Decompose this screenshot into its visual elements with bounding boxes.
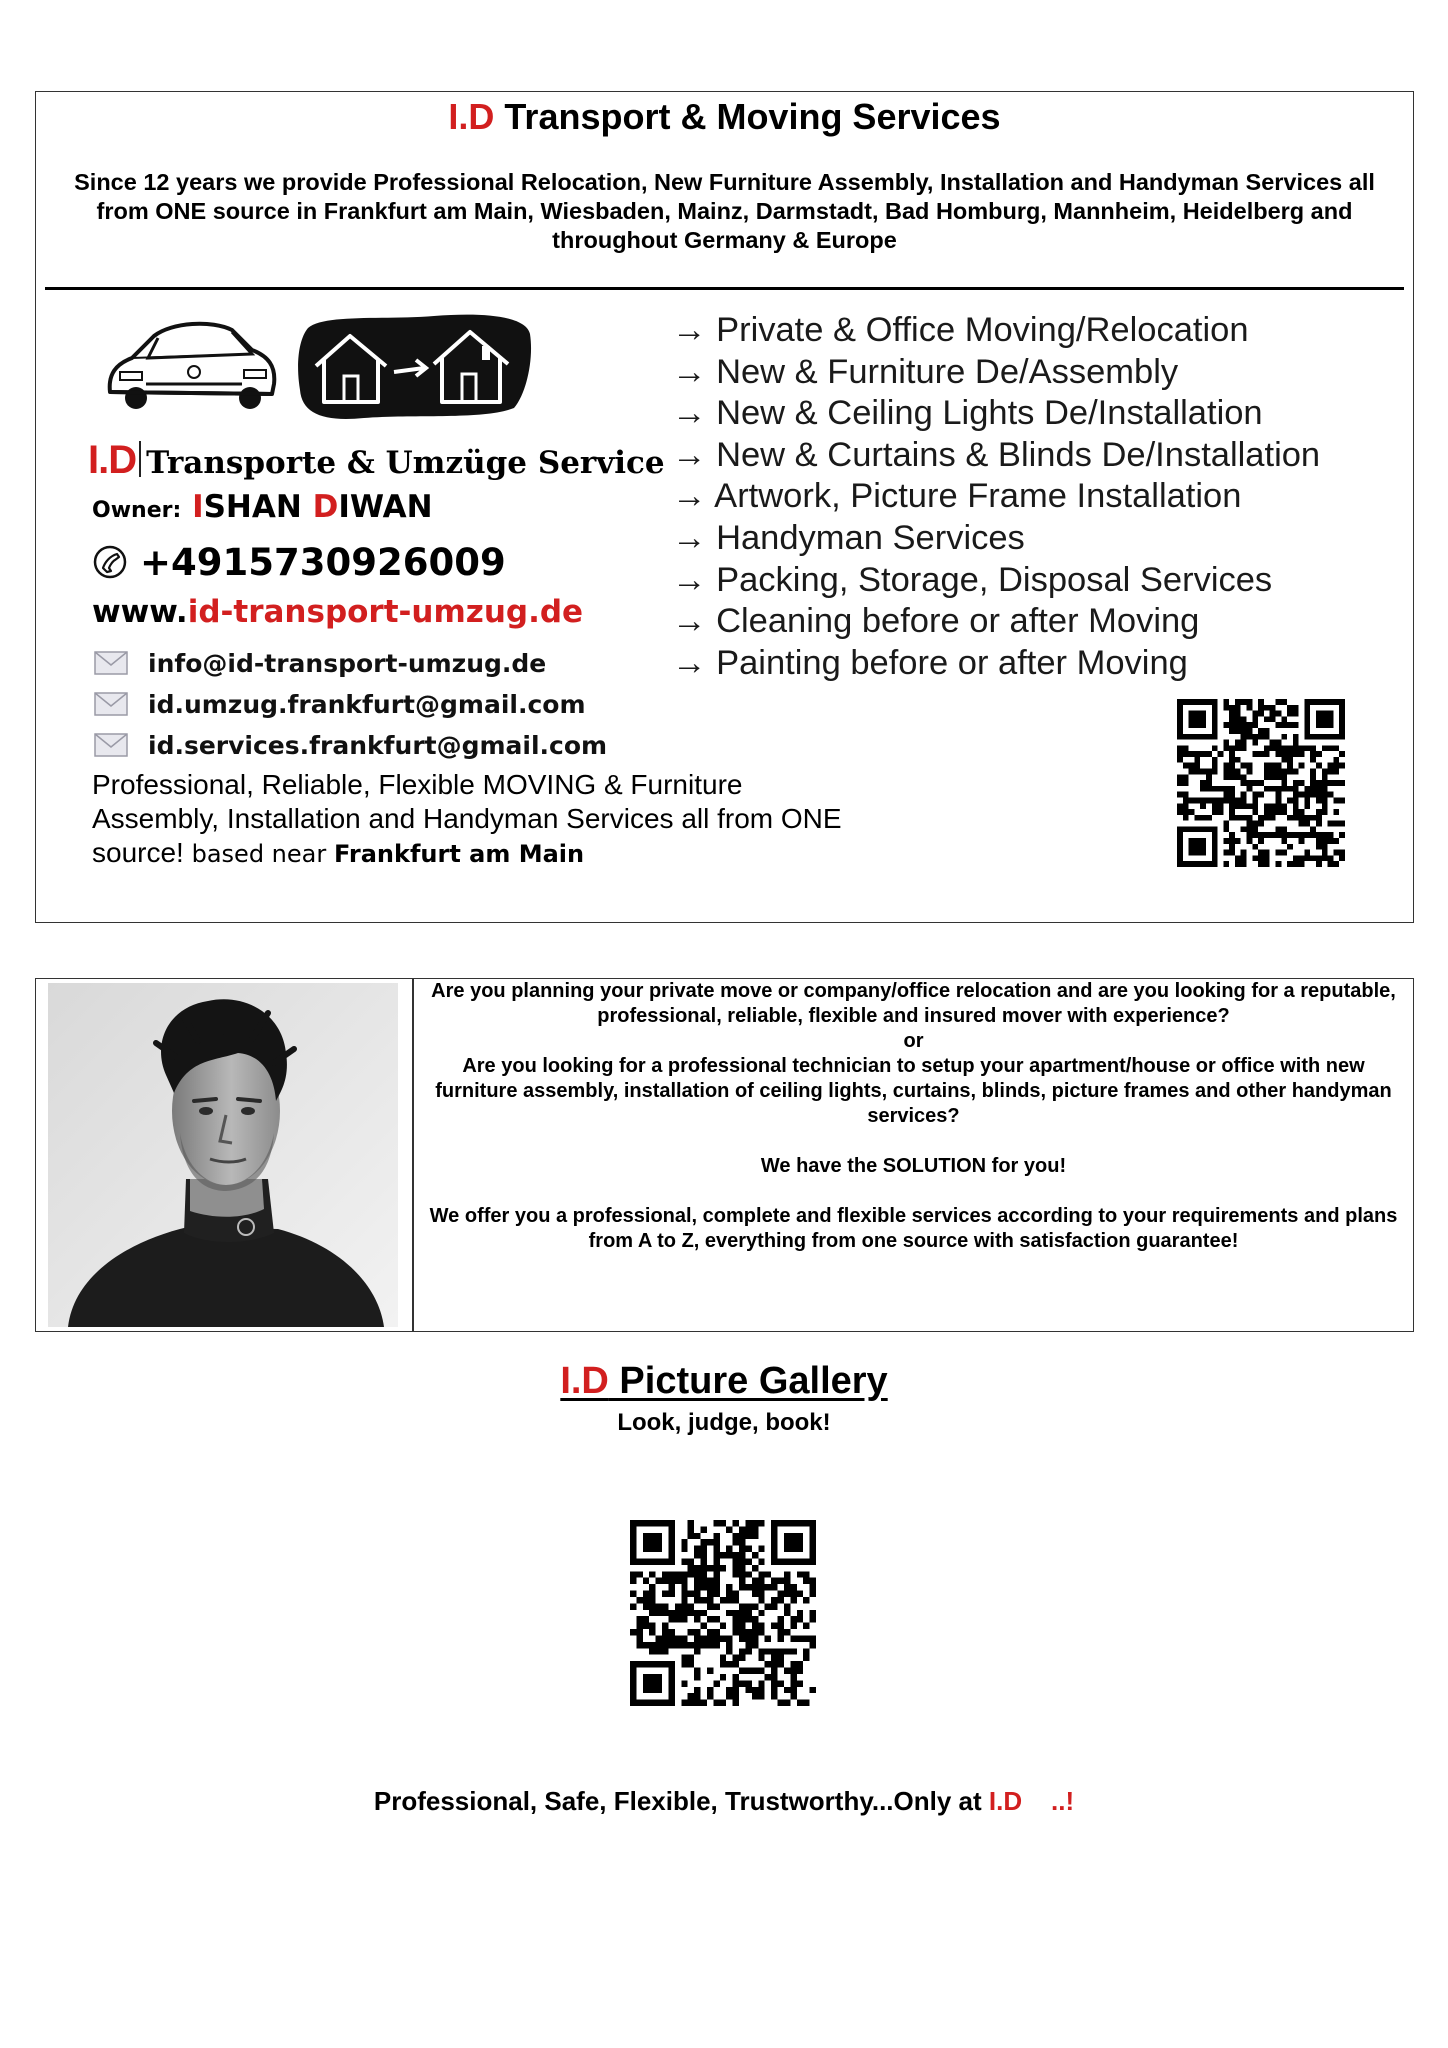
car-icon <box>102 314 280 414</box>
solution-text: We have the SOLUTION for you! <box>760 1155 1067 1177</box>
mail-icon <box>94 692 128 716</box>
question-private-move: Are you planning your private move or company/office relocation and are you looking for a reputable, professional, reliable, flexible and insured mover with experience? <box>431 980 1396 1027</box>
phone-icon <box>92 544 128 580</box>
mail-icon <box>94 733 128 757</box>
slogan-brand: I.D <box>988 1786 1023 1816</box>
or-text: or <box>903 1030 924 1052</box>
brand-prefix: I.D <box>88 438 137 482</box>
website-prefix: www. <box>92 594 188 630</box>
gallery-subtitle: Look, judge, book! <box>617 1409 831 1436</box>
brand-name: Transporte & Umzüge Service <box>146 445 665 481</box>
owner-first-rest: SHAN <box>203 489 313 525</box>
brand-separator <box>139 441 141 477</box>
phone-number[interactable]: +4915730926009 <box>140 541 506 584</box>
email-row[interactable] <box>94 731 607 760</box>
house-move-icon <box>294 310 534 422</box>
service-item: → New & Furniture De/Assembly <box>672 352 1179 391</box>
question-technician: Are you looking for a professional technician to setup your apartment/house or office with new furniture assembly, installation of ceiling lights, curtains, blinds, picture frames and other handyman services? <box>435 1055 1392 1127</box>
offer-text: We offer you a professional, complete and flexible services according to your requirements and plans from A to Z, everything from one source with satisfaction guarantee! <box>429 1205 1398 1252</box>
service-item: → Cleaning before or after Moving <box>672 602 1200 641</box>
gallery-title <box>0 1360 1448 1403</box>
gallery-brand: I.D <box>560 1360 609 1402</box>
tagline-city: Frankfurt am Main <box>334 840 585 868</box>
intro-text: Since 12 years we provide Professional Relocation, New Furniture Assembly, Installation and Handyman Services all from ONE source in Frankfurt am Main, Wiesbaden, Mainz, Darmstadt, Bad Homburg, Mannheim, Heidelberg and throughout Germany & Europe <box>74 169 1375 253</box>
email-address: id.services.frankfurt@gmail.com <box>148 731 608 760</box>
service-item: → Packing, Storage, Disposal Services <box>672 560 1273 599</box>
service-item: → New & Ceiling Lights De/Installation <box>672 394 1263 433</box>
email-address: id.umzug.frankfurt@gmail.com <box>148 690 586 719</box>
website-link[interactable] <box>92 594 583 630</box>
qr-code-icon[interactable] <box>1177 699 1345 867</box>
email-address: info@id-transport-umzug.de <box>148 649 547 678</box>
owner-line <box>92 489 433 525</box>
slogan-end: ..! <box>1022 1786 1075 1816</box>
services-list <box>672 310 1320 684</box>
business-card-back <box>35 978 1414 1332</box>
owner-label: Owner: <box>92 498 182 523</box>
card-title <box>36 96 1413 138</box>
divider-rule <box>45 287 1404 290</box>
portrait-photo <box>48 983 398 1327</box>
tagline <box>92 768 852 871</box>
title-brand: I.D <box>448 96 495 137</box>
business-card-front <box>35 91 1414 923</box>
phone-line <box>92 541 506 584</box>
title-text: Transport & Moving Services <box>494 96 1001 137</box>
owner-last-rest: IWAN <box>338 489 433 525</box>
card-message <box>428 979 1399 1254</box>
service-item: → Painting before or after Moving <box>672 643 1188 682</box>
mail-icon <box>94 651 128 675</box>
service-item: → Handyman Services <box>672 518 1025 557</box>
owner-last-initial: D <box>312 489 339 525</box>
tagline-main: Professional, Reliable, Flexible MOVING & Furniture Assembly, Installation and Handyman Services all from ONE source! <box>92 769 842 868</box>
footer-slogan <box>0 1786 1448 1817</box>
service-item: → Private & Office Moving/Relocation <box>672 311 1249 349</box>
service-item: → Artwork, Picture Frame Installation <box>672 477 1242 516</box>
tagline-based: based near <box>191 840 327 868</box>
website-domain: id-transport-umzug.de <box>187 594 584 630</box>
gallery-title-text: Picture Gallery <box>608 1360 888 1402</box>
slogan-main: Professional, Safe, Flexible, Trustworthy...Only at <box>373 1786 989 1816</box>
email-row[interactable] <box>94 649 546 678</box>
qr-code-icon[interactable] <box>630 1520 816 1706</box>
card-divider <box>412 979 414 1331</box>
email-row[interactable] <box>94 690 586 719</box>
service-item: → New & Curtains & Blinds De/Installation <box>672 435 1321 474</box>
brand-logo-text <box>88 438 665 483</box>
owner-first-initial: I <box>192 489 204 525</box>
